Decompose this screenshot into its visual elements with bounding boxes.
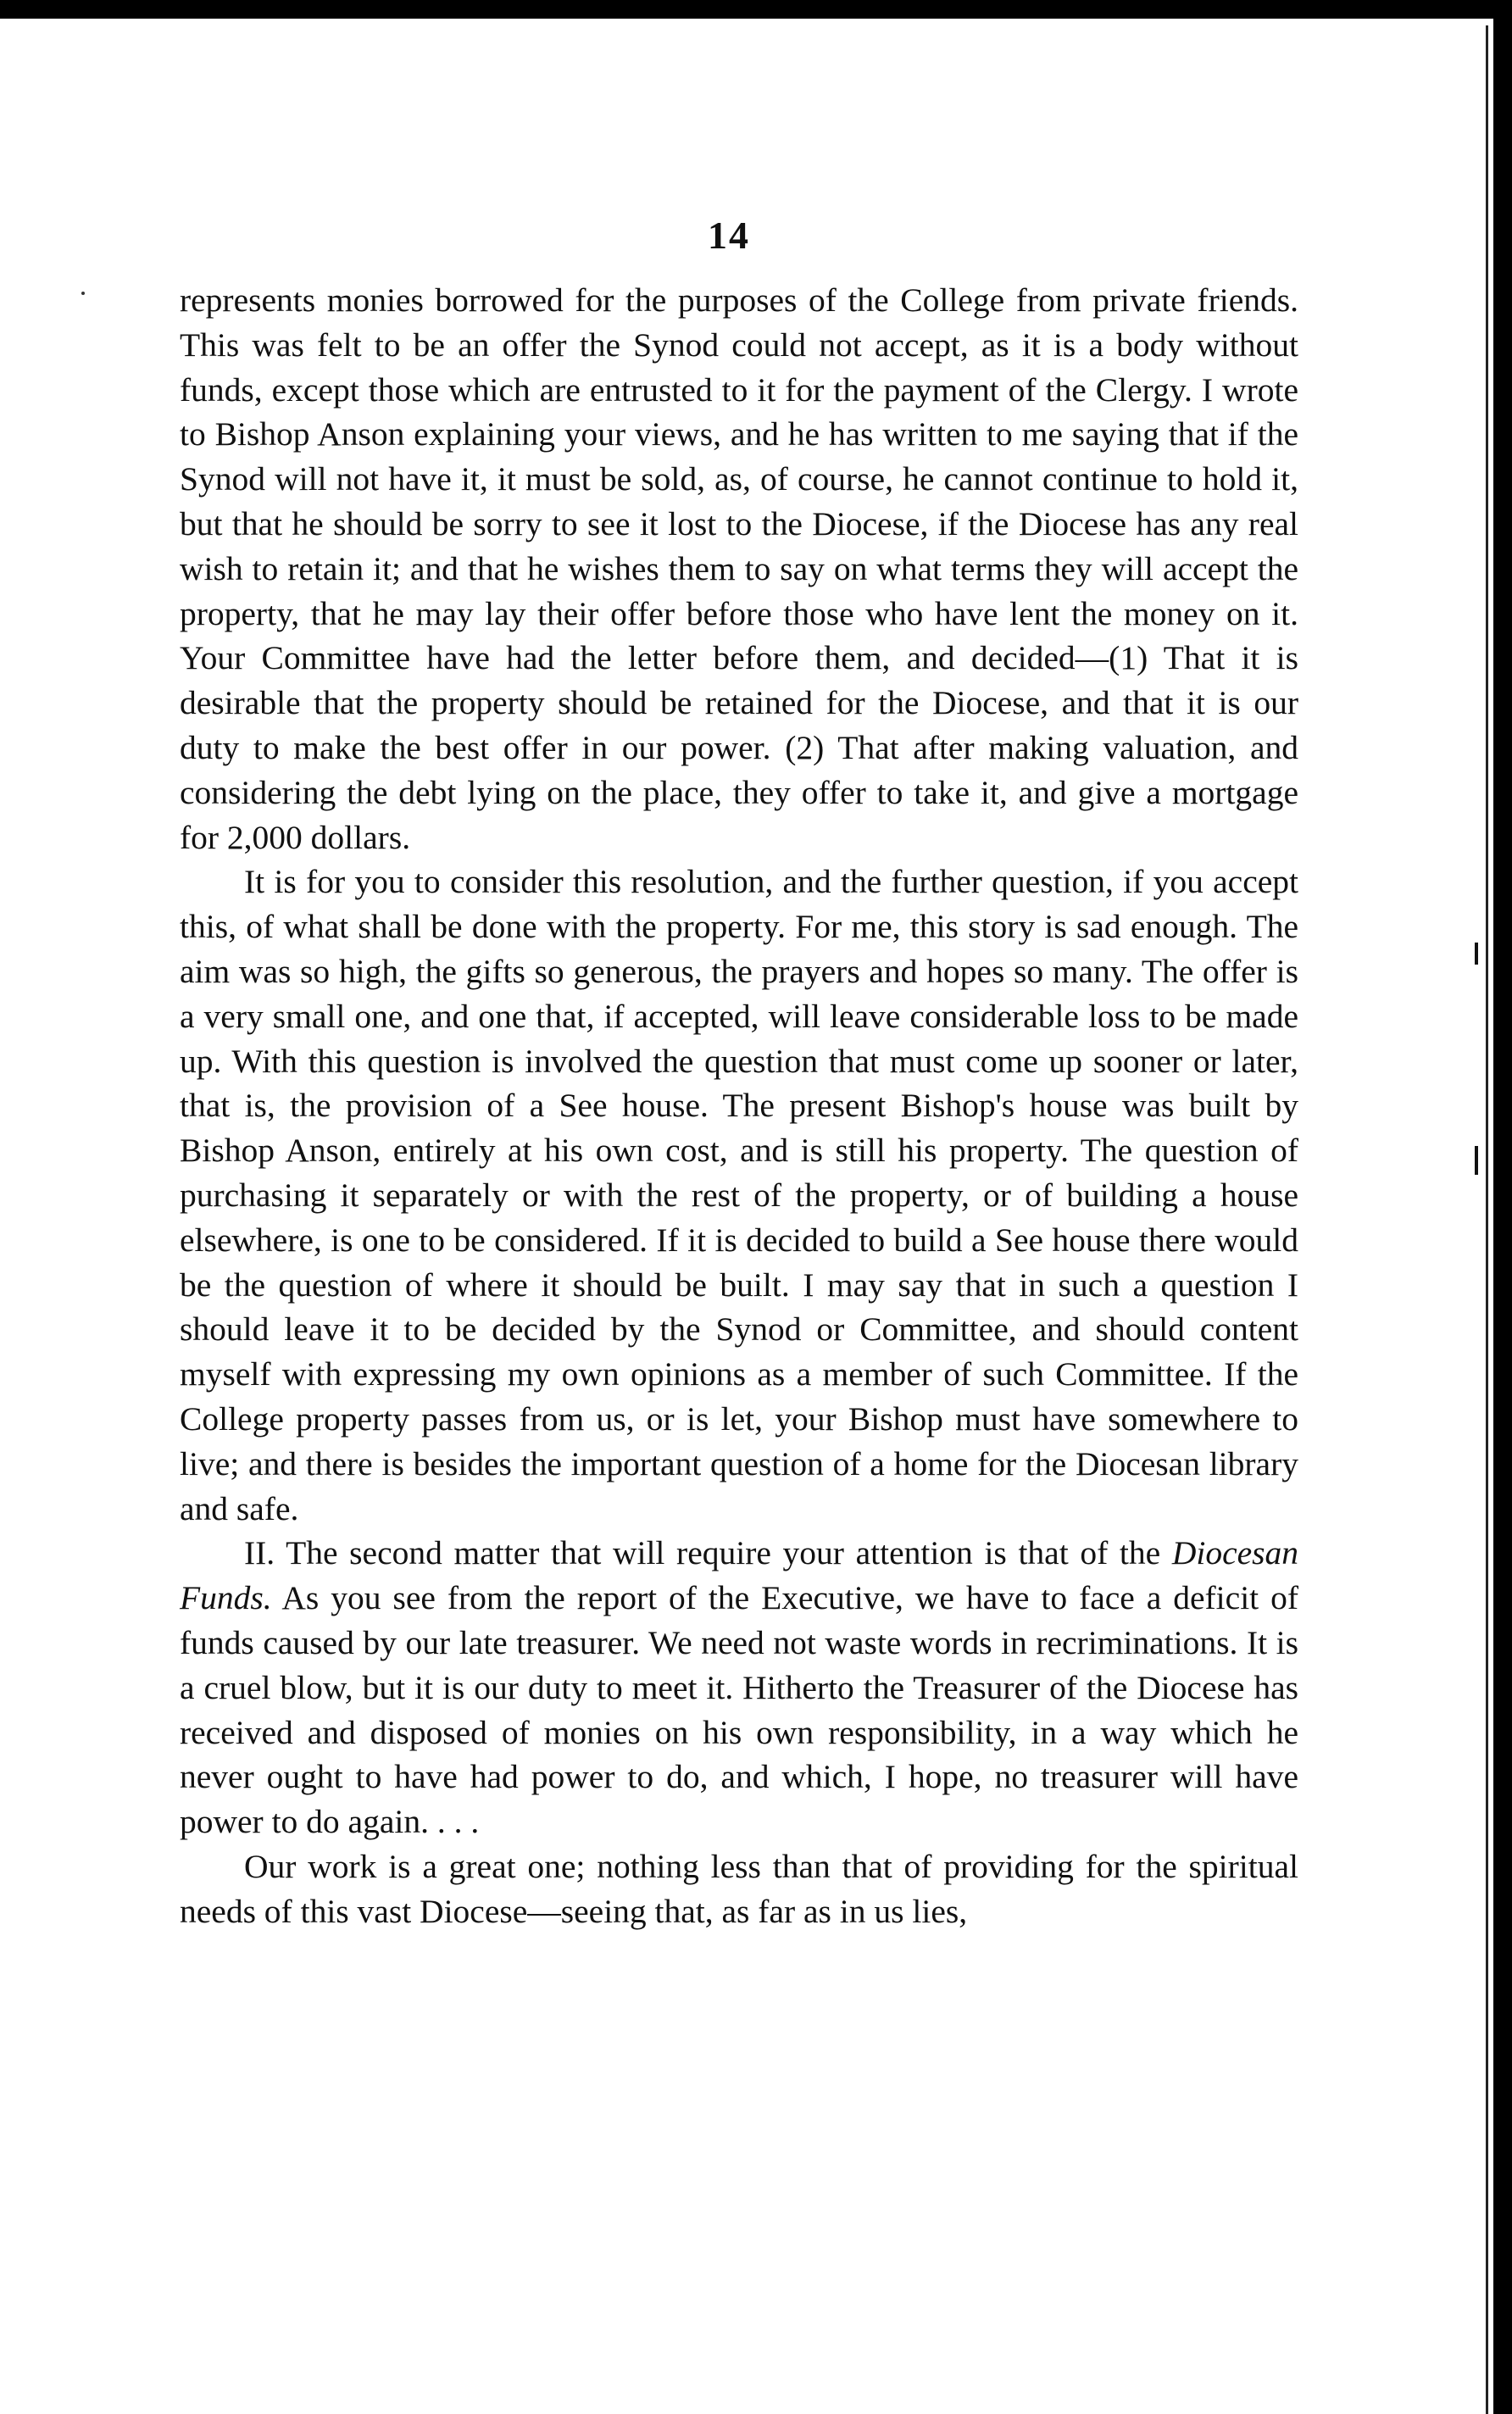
body-text	[180, 278, 1298, 1933]
page-number: 14	[708, 214, 750, 257]
paragraph-diocesan-funds	[180, 1531, 1298, 1844]
scan-edge-mark	[1475, 1146, 1478, 1175]
paragraph-college-property: It is for you to consider this resolution, and the further question, if you accept this, of what shall be done with the property. For me, this story is sad enough. The aim was so high, the gifts so generous, the prayers and hopes so many. The offer is a very small one, and one that, if accepted, will leave considerable loss to be made up. With this question is involved the question that must come up sooner or later, that is, the provision of a See house. The present Bishop's house was built by Bishop Anson, entirely at his own cost, and is still his property. The question of purchasing it separately or with the rest of the property, or of building a house elsewhere, is one to be considered. If it is decided to build a See house there would be the question of where it should be built. I may say that in such a question I should leave it to be decided by the Synod or Committee, and should content myself with expressing my own opinions as a member of such Committee. If the College property passes from us, or is let, your Bishop must have somewhere to live; and there is besides the important question of a home for the Diocesan library and safe.	[180, 863, 1298, 1527]
scan-edge-mark	[1475, 943, 1478, 965]
paragraph-continuation: represents monies borrowed for the purposes of the College from private friends. This was felt to be an offer the Synod could not accept, as it is a body without funds, except those which are entrusted to it for the payment of the Clergy. I wrote to Bishop Anson explaining your views, and he has written to me saying that if the Synod will not have it, it must be sold, as, of course, he cannot continue to hold it, but that he should be sorry to see it lost to the Diocese, if the Diocese has any real wish to retain it; and that he wishes them to say on what terms they will accept the property, that he may lay their offer before those who have lent the money on it. Your Committee have had the letter before them, and decided—(1) That it is desirable that the property should be retained for the Diocese, and that it is our duty to make the best offer in our power. (2) That after making valuation, and considering the debt lying on the place, they offer to take it, and give a mortgage for 2,000 dollars.	[180, 281, 1298, 856]
scan-right-border	[1493, 0, 1512, 2414]
scan-speck	[81, 292, 85, 295]
scan-page-edge-line	[1486, 25, 1488, 2414]
scan-top-border	[0, 0, 1512, 19]
paragraph-our-work: Our work is a great one; nothing less than that of providing for the spiritual needs of this vast Diocese—seeing that, as far as in us lies,	[180, 1847, 1298, 1930]
paragraph-diocesan-funds-lead: II. The second matter that will require your attention is that of the	[244, 1534, 1172, 1572]
diocesan-funds-emphasis: Diocesan Funds.	[180, 1534, 1298, 1617]
paragraph-diocesan-funds-rest: As you see from the report of the Executive, we have to face a deficit of funds caused by our late treasurer. We need not waste words in recriminations. It is a cruel blow, but it is our duty to meet it. Hitherto the Treasurer of the Diocese has received and disposed of monies on his own responsibility, in a way which he never ought to have had power to do, and which, I hope, no treasurer will have power to do again. . . .	[180, 1579, 1298, 1841]
